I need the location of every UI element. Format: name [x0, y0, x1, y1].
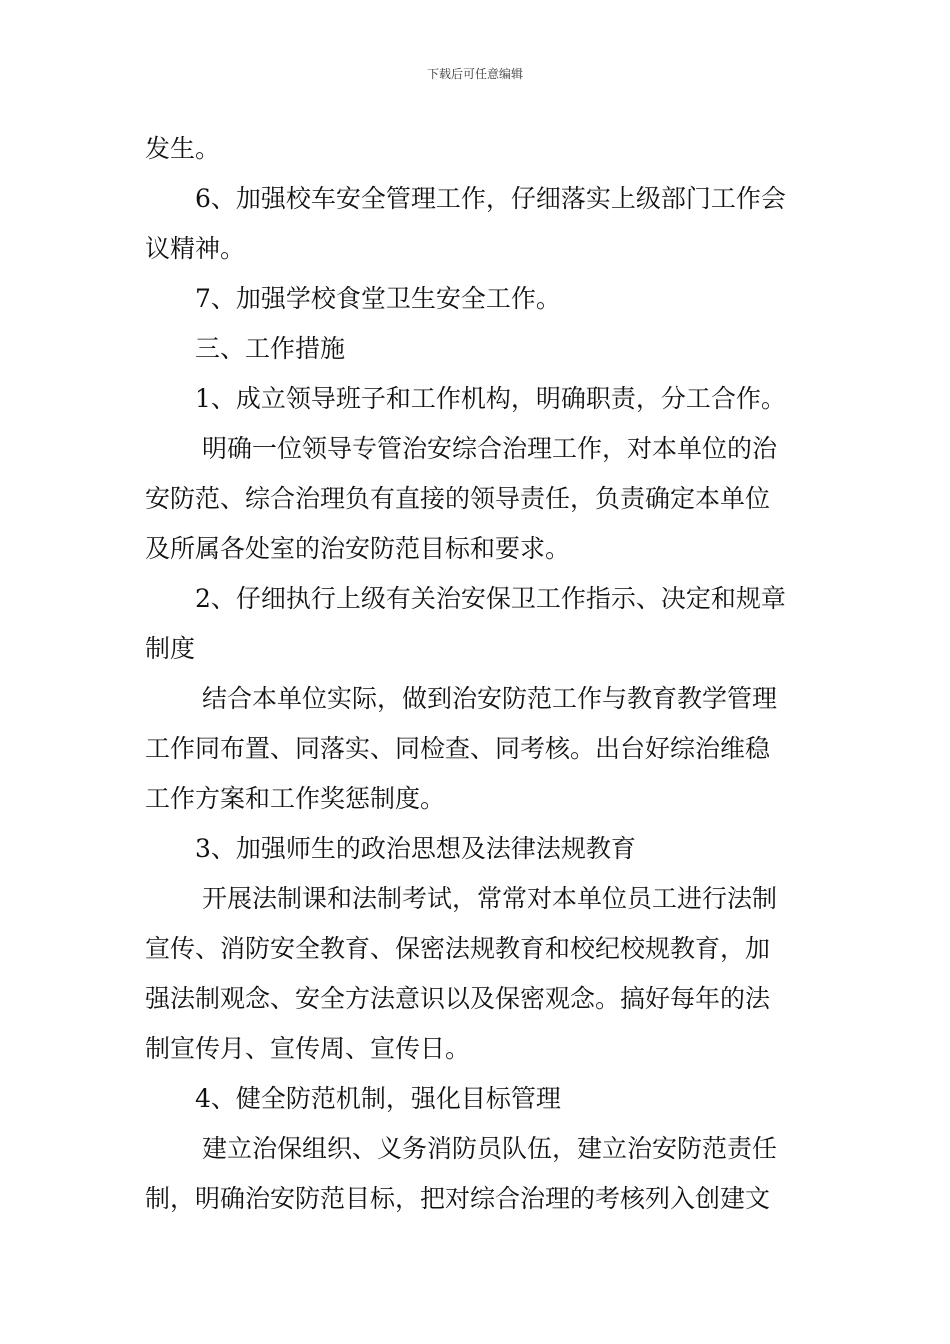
paragraph-line: 制，明确治安防范目标，把对综合治理的考核列入创建文: [145, 1184, 771, 1213]
list-item-2: 2、仔细执行上级有关治安保卫工作指示、决定和规章: [195, 584, 786, 613]
paragraph-line: 宣传、消防安全教育、保密法规教育和校纪校规教育，加: [145, 934, 771, 963]
paragraph-line: 建立治保组织、义务消防员队伍，建立治安防范责任: [202, 1134, 778, 1163]
document-body: [145, 124, 810, 1224]
list-item-1: 1、成立领导班子和工作机构，明确职责，分工合作。: [195, 384, 786, 413]
paragraph-line: 开展法制课和法制考试，常常对本单位员工进行法制: [202, 884, 778, 913]
page-header: 下载后可任意编辑: [426, 67, 523, 81]
list-item-3: 3、加强师生的政治思想及法律法规教育: [195, 834, 636, 863]
paragraph-line: 结合本单位实际，做到治安防范工作与教育教学管理: [202, 684, 778, 713]
paragraph-line: 工作同布置、同落实、同检查、同考核。出台好综治维稳: [145, 734, 771, 763]
paragraph-line: 制宣传月、宣传周、宣传日。: [145, 1034, 471, 1063]
paragraph-line: 安防范、综合治理负有直接的领导责任，负责确定本单位: [145, 484, 771, 513]
paragraph-line: 发生。: [145, 134, 221, 163]
paragraph-line: 制度: [145, 634, 196, 663]
list-item-7: 7、加强学校食堂卫生安全工作。: [195, 284, 561, 313]
paragraph-line: 强法制观念、安全方法意识以及保密观念。搞好每年的法: [145, 984, 771, 1013]
paragraph-line: 及所属各处室的治安防范目标和要求。: [145, 534, 571, 563]
paragraph-line: 工作方案和工作奖惩制度。: [145, 784, 446, 813]
list-item-4: 4、健全防范机制，强化目标管理: [195, 1084, 561, 1113]
paragraph-line: 明确一位领导专管治安综合治理工作，对本单位的治: [202, 434, 778, 463]
section-heading: 三、工作措施: [195, 334, 346, 363]
paragraph-line: 议精神。: [145, 234, 246, 263]
list-item-6: 6、加强校车安全管理工作，仔细落实上级部门工作会: [195, 184, 786, 213]
